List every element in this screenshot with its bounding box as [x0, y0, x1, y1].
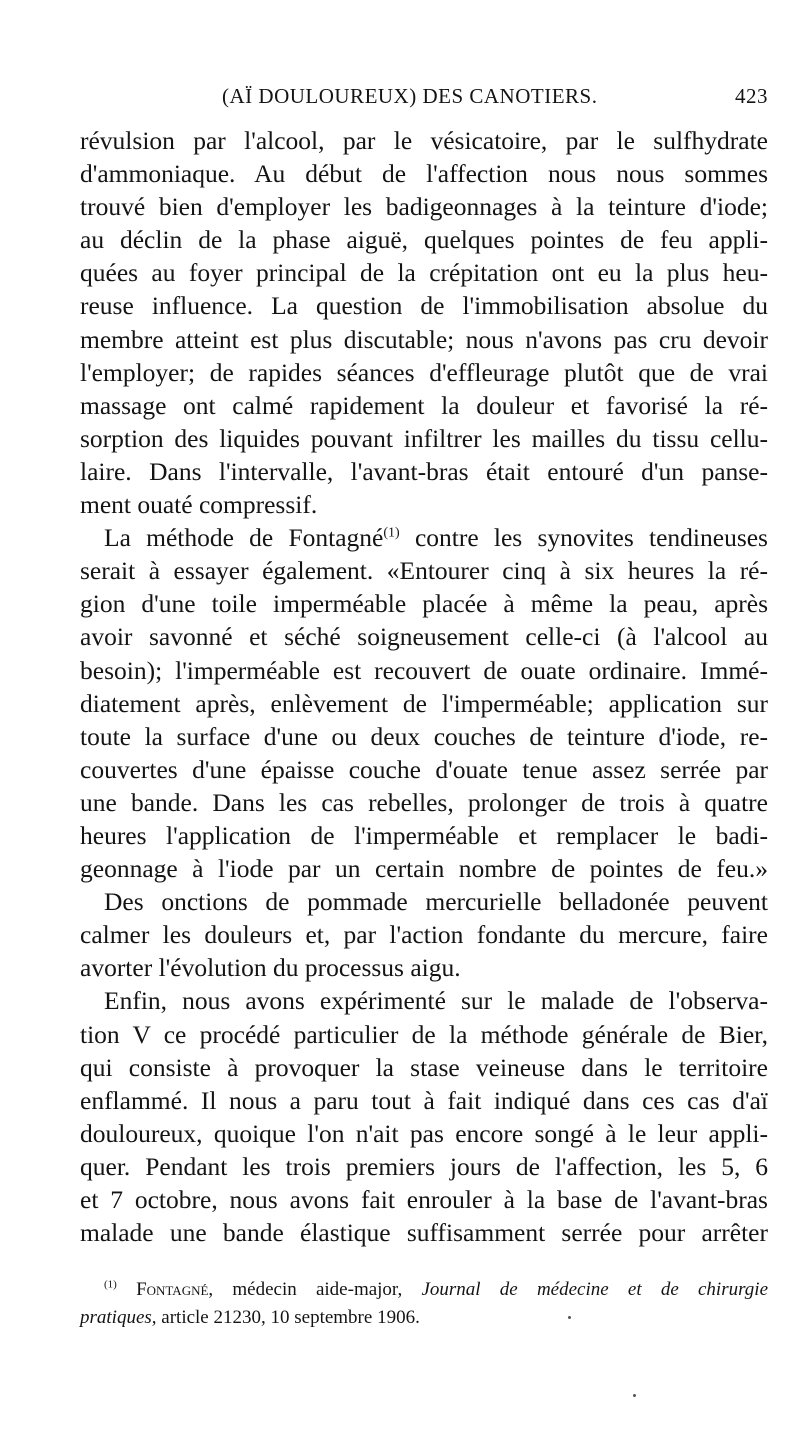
paragraph-1: [80, 124, 768, 521]
text-line: quées au foyer principal de la crépitation ont eu la plus heu-: [80, 258, 768, 288]
text-line: massage ont calmé rapidement la douleur et favorisé la ré-: [80, 390, 768, 420]
footnote: [80, 1276, 768, 1332]
text-line: au déclin de la phase aiguë, quelques pointes de feu appli-: [80, 225, 768, 255]
footnote-journal: Journal de médecine et de chirurgie: [421, 1279, 769, 1300]
text-line: besoin); l'imperméable est recouvert de ouate ordinaire. Immé-: [80, 655, 768, 685]
text-line: une bande. Dans les cas rebelles, prolonger de trois à quatre: [80, 787, 768, 817]
text-line: avorter l'évolution du processus aigu.: [80, 953, 461, 983]
print-speck: [633, 1394, 636, 1397]
text-line: tion V ce procédé particulier de la méthode générale de Bier,: [80, 1019, 768, 1049]
text-line: et 7 octobre, nous avons fait enrouler à la base de l'avant-bras: [80, 1185, 768, 1214]
text-line: ment ouaté compressif.: [80, 490, 318, 520]
text-line: révulsion par l'alcool, par le vésicatoire, par le sulfhydrate: [80, 126, 768, 155]
text-line: quer. Pendant les trois premiers jours de l'affection, les 5, 6: [80, 1151, 768, 1181]
text-line: malade une bande élastique suffisamment serrée pour arrêter: [80, 1218, 768, 1248]
text-line: avoir savonné et séché soigneusement celle-ci (à l'alcool au: [80, 622, 768, 652]
body-text: [80, 124, 768, 1249]
text-segment: contre les synovites tendineuses: [399, 523, 768, 553]
running-title: (AÏ DOULOUREUX) DES CANOTIERS.: [222, 84, 598, 108]
footnote-role: , médecin aide-major,: [208, 1279, 422, 1300]
footnote-line: [80, 1304, 768, 1332]
text-line: membre atteint est plus discutable; nous n'avons pas cru devoir: [80, 324, 768, 354]
text-line: serait à essayer également. «Entourer cinq à six heures la ré-: [80, 556, 768, 586]
footnote-reference[interactable]: (1): [383, 525, 400, 541]
text-line: Enfin, nous avons expérimenté sur le malade de l'observa-: [104, 986, 768, 1016]
text-line: toute la surface d'une ou deux couches de teinture d'iode, re-: [80, 721, 768, 751]
footnote-author: Fontagné: [136, 1279, 209, 1300]
paragraph-4: [80, 984, 768, 1249]
print-speck: [568, 1316, 571, 1319]
text-line: calmer les douleurs et, par l'action fondante du mercure, faire: [80, 920, 768, 950]
text-line: [80, 521, 768, 554]
text-line: sorption des liquides pouvant infiltrer les mailles du tissu cellu-: [80, 423, 768, 453]
footnote-journal-cont: pratiques: [80, 1307, 152, 1328]
text-line: d'ammoniaque. Au début de l'affection nous nous sommes: [80, 159, 768, 189]
text-line: douloureux, quoique l'on n'ait pas encore songé à le leur appli-: [80, 1118, 768, 1148]
text-line: couvertes d'une épaisse couche d'ouate tenue assez serrée par: [80, 754, 768, 784]
paragraph-3: [80, 885, 768, 984]
running-head: [80, 84, 768, 114]
text-line: laire. Dans l'intervalle, l'avant-bras était entouré d'un panse-: [80, 456, 768, 486]
text-line: enflammé. Il nous a paru tout à fait indiqué dans ces cas d'aï: [80, 1085, 768, 1115]
text-line: geonnage à l'iode par un certain nombre de pointes de feu.»: [80, 854, 768, 884]
text-segment: La méthode de Fontagné: [104, 523, 384, 553]
text-line: l'employer; de rapides séances d'effleurage plutôt que de vrai: [80, 357, 768, 387]
text-line: qui consiste à provoquer la stase veineuse dans le territoire: [80, 1052, 768, 1082]
footnote-reference-detail: , article 21230, 10 septembre 1906.: [151, 1307, 420, 1328]
text-line: heures l'application de l'imperméable et remplacer le badi-: [80, 820, 768, 850]
text-line: trouvé bien d'employer les badigeonnages à la teinture d'iode;: [80, 192, 768, 222]
footnote-number: (1): [104, 1278, 117, 1291]
text-line: reuse influence. La question de l'immobilisation absolue du: [80, 291, 768, 321]
footnote-line: [80, 1276, 768, 1304]
text-line: diatement après, enlèvement de l'imperméable; application sur: [80, 688, 768, 718]
page-number: 423: [735, 84, 768, 108]
paragraph-2: [80, 521, 768, 885]
text-line: Des onctions de pommade mercurielle belladonée peuvent: [104, 887, 768, 917]
text-line: gion d'une toile imperméable placée à même la peau, après: [80, 589, 768, 619]
